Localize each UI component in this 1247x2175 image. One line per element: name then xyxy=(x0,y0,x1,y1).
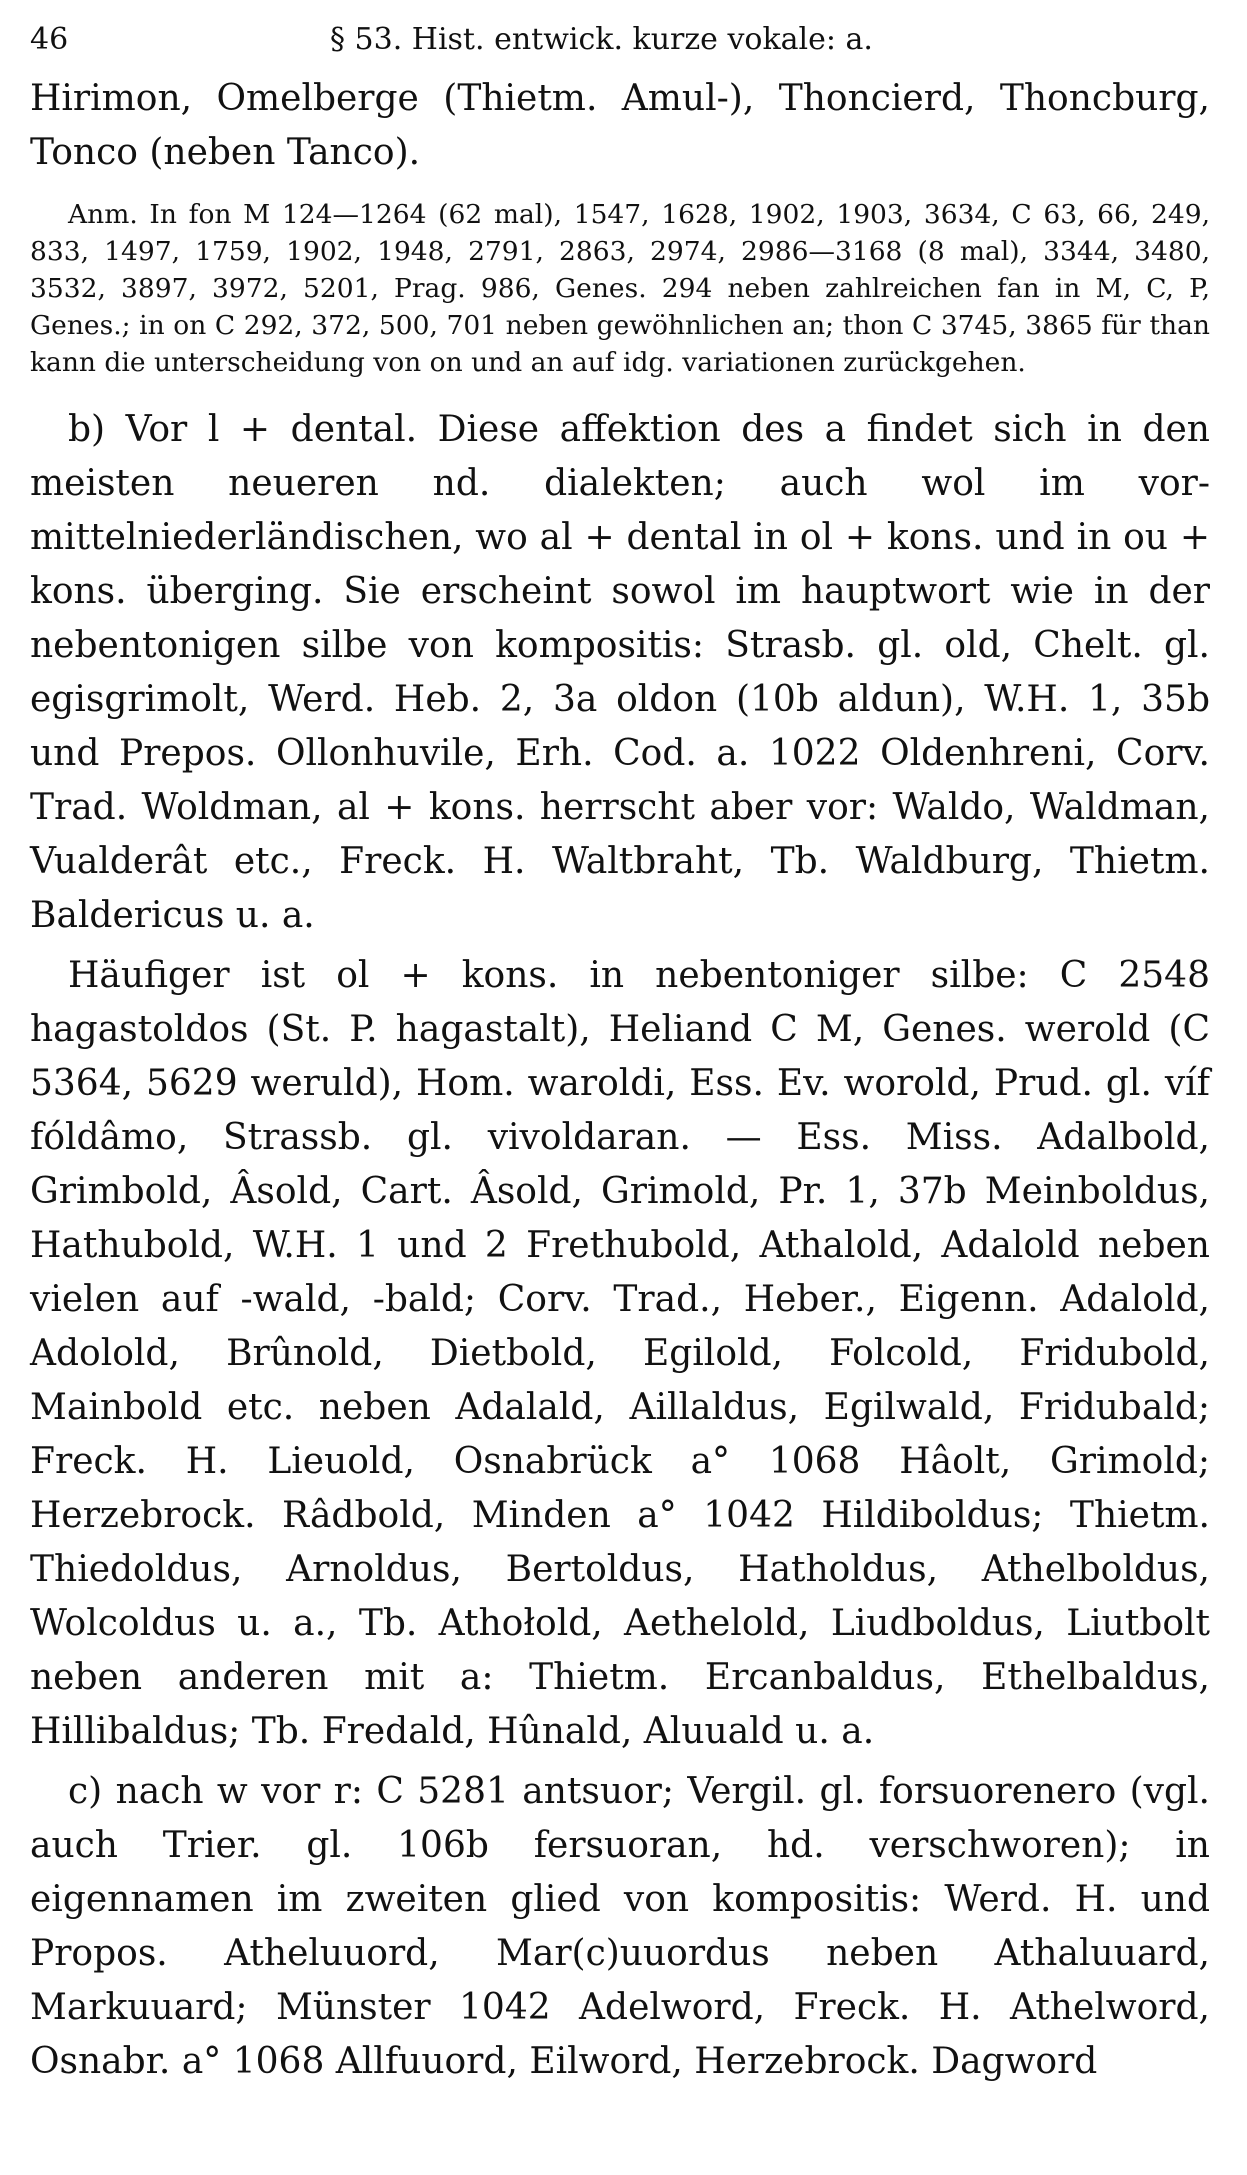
page-number: 46 xyxy=(30,22,69,57)
anmerkung-note: Anm. In fon M 124—1264 (62 mal), 1547, 1628, 1902, 1903, 3634, C 63, 66, 249, 833, 1497, 1759, 1902, 1948, 2791, 2863, 2974, 2986—3168 (8 mal), 3344, 3480, 3532, 3897, 3972, 5201, Prag. 986, Genes. 294 neben zahlreichen fan in M, C, P, Genes.; in on C 292, 372, 500, 701 neben gewöhnlichen an; thon C 3745, 3865 für than kann die unterscheidung von on und an auf idg. variationen zurückgehen. xyxy=(30,199,1210,378)
page xyxy=(30,22,1210,2089)
paragraph-b: b) Vor l + dental. Diese affektion des a findet sich in den meisten neueren nd. dialekten; auch wol im vor-mittelniederländischen, wo al + dental in ol + kons. und in ou + kons. überging. Sie erscheint sowol im hauptwort wie in der nebentonigen silbe von kompositis: Strasb. gl. old, Chelt. gl. egisgrimolt, Werd. Heb. 2, 3a oldon (10b aldun), W.H. 1, 35b und Prepos. Ollonhuvile, Erh. Cod. a. 1022 Oldenhreni, Corv. Trad. Woldman, al + kons. herrscht aber vor: Waldo, Waldman, Vualderât etc., Freck. H. Waltbraht, Tb. Waldburg, Thietm. Baldericus u. a. xyxy=(30,409,1210,936)
running-head xyxy=(30,22,1210,72)
intro-paragraph: Hirimon, Omelberge (Thietm. Amul-), Thoncierd, Thoncburg, Tonco (neben Tanco). xyxy=(30,78,1210,173)
section-title: § 53. Hist. entwick. kurze vokale: a. xyxy=(330,22,873,57)
paragraph-c: c) nach w vor r: C 5281 antsuor; Vergil. gl. forsuorenero (vgl. auch Trier. gl. 106b fersuoran, hd. verschworen); in eigennamen im zweiten glied von kompositis: Werd. H. und Propos. Atheluuord, Mar(c)uuordus neben Athaluuard, Markuuard; Münster 1042 Adelword, Freck. H. Athelword, Osnabr. a° 1068 Allfuuord, Eilword, Herzebrock. Dagword xyxy=(30,1771,1210,2082)
paragraph-haufiger: Häufiger ist ol + kons. in nebentoniger silbe: C 2548 hagastoldos (St. P. hagastalt), Heliand C M, Genes. werold (C 5364, 5629 weruld), Hom. waroldi, Ess. Ev. worold, Prud. gl. víf fóldâmo, Strassb. gl. vivoldaran. — Ess. Miss. Adalbold, Grimbold, Âsold, Cart. Âsold, Grimold, Pr. 1, 37b Meinboldus, Hathubold, W.H. 1 und 2 Frethubold, Athalold, Adalold neben vielen auf -wald, -bald; Corv. Trad., Heber., Eigenn. Adalold, Adolold, Brûnold, Dietbold, Egilold, Folcold, Fridubold, Mainbold etc. neben Adalald, Aillaldus, Egilwald, Fridubald; Freck. H. Lieuold, Osnabrück a° 1068 Hâolt, Grimold; Herzebrock. Râdbold, Minden a° 1042 Hildiboldus; Thietm. Thiedoldus, Arnoldus, Bertoldus, Hatholdus, Athelboldus, Wolcoldus u. a., Tb. Athołold, Aethelold, Liudboldus, Liutbolt neben anderen mit a: Thietm. Ercanbaldus, Ethelbaldus, Hillibaldus; Tb. Fredald, Hûnald, Aluuald u. a. xyxy=(30,955,1210,1752)
